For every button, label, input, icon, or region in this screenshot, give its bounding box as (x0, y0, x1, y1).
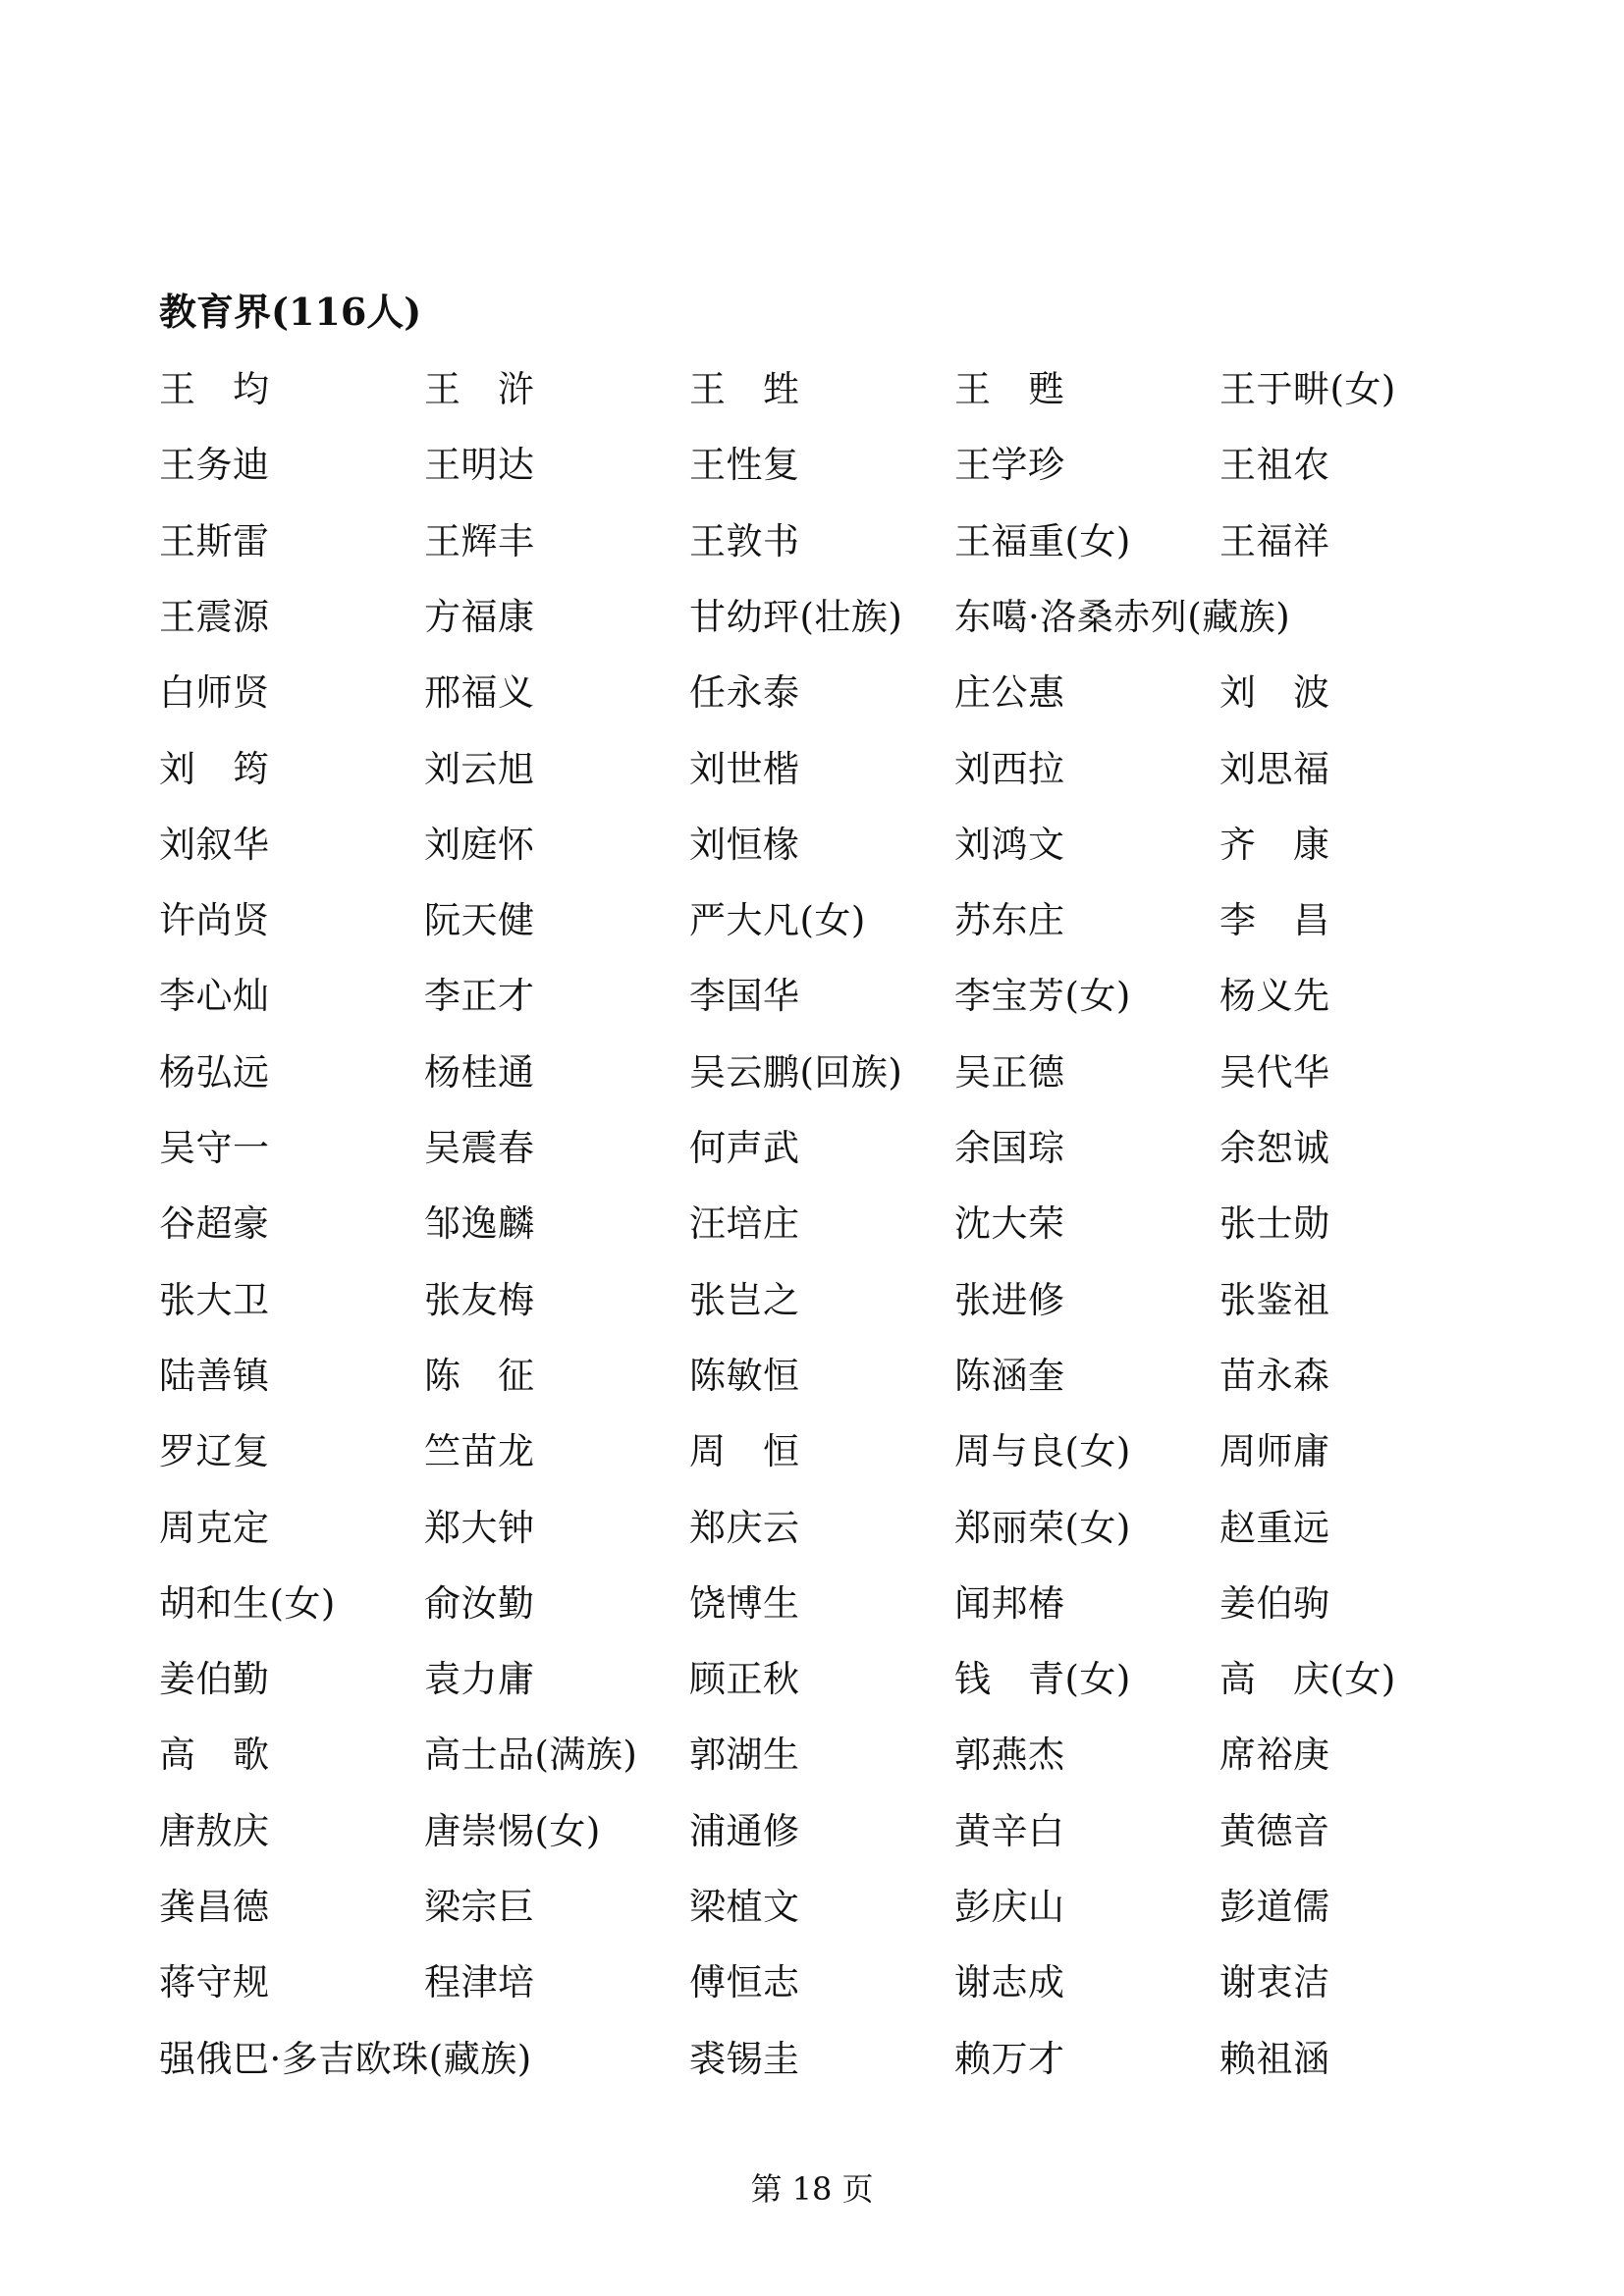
name-entry: 赖祖涵 (1219, 2038, 1330, 2080)
name-entry: 唐崇惕(女) (424, 1810, 601, 1852)
name-entry: 高 歌 (159, 1734, 270, 1776)
name-entry: 刘世楷 (689, 748, 800, 790)
name-entry: 李宝芳(女) (954, 975, 1131, 1017)
section-title: 教育界(116人) (159, 290, 422, 334)
name-entry: 沈大荣 (954, 1202, 1065, 1245)
name-entry: 蒋守规 (159, 1961, 270, 2003)
name-entry: 任永泰 (689, 671, 800, 714)
name-entry: 刘西拉 (954, 748, 1065, 790)
name-entry: 黄辛白 (954, 1810, 1065, 1852)
name-entry: 李正才 (424, 975, 535, 1017)
name-entry: 张岂之 (689, 1279, 800, 1321)
name-entry: 李 昌 (1219, 899, 1330, 941)
name-entry: 程津培 (424, 1961, 535, 2003)
name-entry: 谢衷洁 (1219, 1961, 1330, 2003)
name-entry: 赖万才 (954, 2038, 1065, 2080)
name-entry: 严大凡(女) (689, 899, 866, 941)
name-entry: 吴云鹏(回族) (689, 1051, 903, 1094)
name-entry: 竺苗龙 (424, 1430, 535, 1472)
name-entry: 汪培庄 (689, 1202, 800, 1245)
name-entry: 彭道儒 (1219, 1886, 1330, 1928)
name-entry: 刘庭怀 (424, 824, 535, 866)
name-entry: 郑大钟 (424, 1507, 535, 1549)
name-entry: 姜伯驹 (1219, 1582, 1330, 1625)
name-entry: 吴守一 (159, 1127, 270, 1169)
page-number: 第 18 页 (750, 2170, 874, 2208)
name-entry: 闻邦椿 (954, 1582, 1065, 1625)
name-entry: 傅恒志 (689, 1961, 800, 2003)
name-entry: 刘叙华 (159, 824, 270, 866)
name-entry: 刘鸿文 (954, 824, 1065, 866)
name-entry: 钱 青(女) (954, 1658, 1131, 1700)
name-entry: 浦通修 (689, 1810, 800, 1852)
name-entry: 杨弘远 (159, 1051, 270, 1094)
name-entry: 王 均 (159, 368, 270, 410)
name-entry: 郭燕杰 (954, 1734, 1065, 1776)
name-entry: 王学珍 (954, 444, 1065, 486)
name-entry: 周 恒 (689, 1430, 800, 1472)
name-entry: 王务迪 (159, 444, 270, 486)
name-entry: 王 浒 (424, 368, 535, 410)
name-entry: 郭湖生 (689, 1734, 800, 1776)
name-entry: 王辉丰 (424, 520, 535, 562)
name-entry: 高 庆(女) (1219, 1658, 1396, 1700)
name-entry: 余恕诚 (1219, 1127, 1330, 1169)
name-entry: 吴正德 (954, 1051, 1065, 1094)
name-entry: 王明达 (424, 444, 535, 486)
name-entry: 刘 筠 (159, 748, 270, 790)
name-entry: 陆善镇 (159, 1355, 270, 1397)
name-entry: 王于畊(女) (1219, 368, 1396, 410)
name-entry: 谢志成 (954, 1961, 1065, 2003)
name-entry: 周师庸 (1219, 1430, 1330, 1472)
name-entry: 庄公惠 (954, 671, 1065, 714)
name-entry: 陈敏恒 (689, 1355, 800, 1397)
name-entry: 张鉴祖 (1219, 1279, 1330, 1321)
name-entry: 东噶·洛桑赤列(藏族) (954, 596, 1291, 638)
name-entry: 王祖农 (1219, 444, 1330, 486)
name-entry: 高士品(满族) (424, 1734, 638, 1776)
name-entry: 梁宗巨 (424, 1886, 535, 1928)
name-entry: 方福康 (424, 596, 535, 638)
name-entry: 梁植文 (689, 1886, 800, 1928)
name-entry: 姜伯勤 (159, 1658, 270, 1700)
name-entry: 齐 康 (1219, 824, 1330, 866)
name-entry: 苏东庄 (954, 899, 1065, 941)
name-entry: 王福祥 (1219, 520, 1330, 562)
name-entry: 王震源 (159, 596, 270, 638)
name-entry: 黄德音 (1219, 1810, 1330, 1852)
name-entry: 顾正秋 (689, 1658, 800, 1700)
name-entry: 罗辽复 (159, 1430, 270, 1472)
name-entry: 彭庆山 (954, 1886, 1065, 1928)
name-entry: 李国华 (689, 975, 800, 1017)
name-entry: 王斯雷 (159, 520, 270, 562)
name-entry: 杨桂通 (424, 1051, 535, 1094)
name-entry: 王福重(女) (954, 520, 1131, 562)
name-entry: 刘云旭 (424, 748, 535, 790)
name-entry: 郑丽荣(女) (954, 1507, 1131, 1549)
name-entry: 王敦书 (689, 520, 800, 562)
name-entry: 苗永森 (1219, 1355, 1330, 1397)
name-entry: 甘幼玶(壮族) (689, 596, 903, 638)
name-entry: 刘恒椽 (689, 824, 800, 866)
name-entry: 张进修 (954, 1279, 1065, 1321)
name-entry: 唐敖庆 (159, 1810, 270, 1852)
name-entry: 赵重远 (1219, 1507, 1330, 1549)
name-entry: 裘锡圭 (689, 2038, 800, 2080)
name-entry: 王 甦 (954, 368, 1065, 410)
name-entry: 周克定 (159, 1507, 270, 1549)
name-entry: 白师贤 (159, 671, 270, 714)
name-entry: 吴震春 (424, 1127, 535, 1169)
name-entry: 俞汝勤 (424, 1582, 535, 1625)
name-entry: 阮天健 (424, 899, 535, 941)
name-entry: 张大卫 (159, 1279, 270, 1321)
name-entry: 许尚贤 (159, 899, 270, 941)
name-entry: 王 甡 (689, 368, 800, 410)
name-entry: 刘 波 (1219, 671, 1330, 714)
name-entry: 张友梅 (424, 1279, 535, 1321)
name-entry: 饶博生 (689, 1582, 800, 1625)
name-entry: 余国琮 (954, 1127, 1065, 1169)
name-entry: 刘思福 (1219, 748, 1330, 790)
name-entry: 陈 征 (424, 1355, 535, 1397)
name-entry: 龚昌德 (159, 1886, 270, 1928)
name-entry: 吴代华 (1219, 1051, 1330, 1094)
name-entry: 李心灿 (159, 975, 270, 1017)
name-entry: 袁力庸 (424, 1658, 535, 1700)
name-entry: 陈涵奎 (954, 1355, 1065, 1397)
name-entry: 谷超豪 (159, 1202, 270, 1245)
name-entry: 席裕庚 (1219, 1734, 1330, 1776)
name-entry: 周与良(女) (954, 1430, 1131, 1472)
name-entry: 邹逸麟 (424, 1202, 535, 1245)
name-entry: 邢福义 (424, 671, 535, 714)
name-entry: 王性复 (689, 444, 800, 486)
name-entry: 强俄巴·多吉欧珠(藏族) (159, 2038, 532, 2080)
name-entry: 杨义先 (1219, 975, 1330, 1017)
name-entry: 胡和生(女) (159, 1582, 336, 1625)
name-entry: 张士勋 (1219, 1202, 1330, 1245)
name-entry: 何声武 (689, 1127, 800, 1169)
name-entry: 郑庆云 (689, 1507, 800, 1549)
